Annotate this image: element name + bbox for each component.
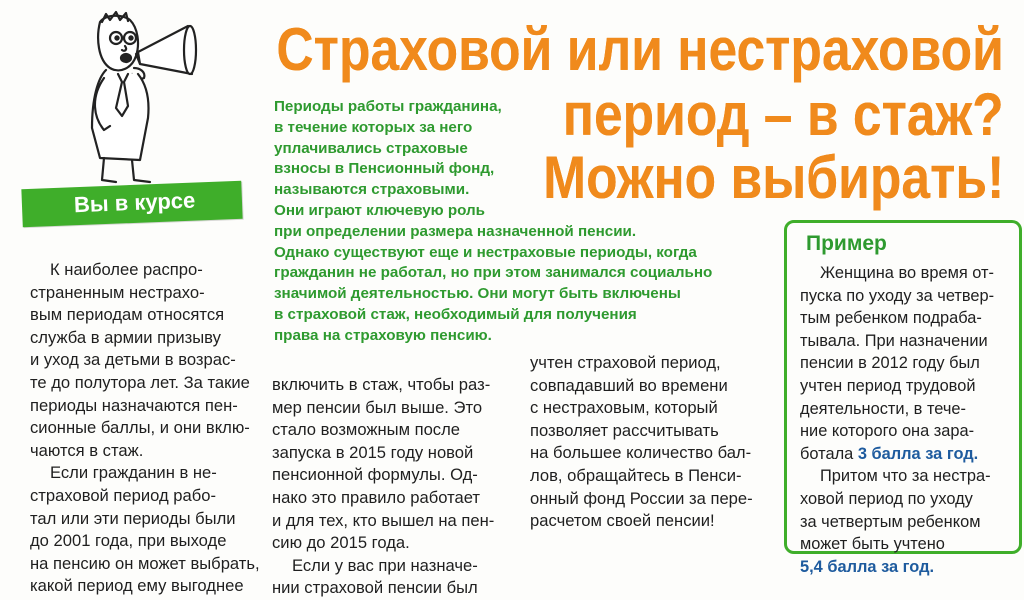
intro-line: гражданин не работал, но при этом занимался социально <box>274 264 713 282</box>
text-line: страненным нестрахо- <box>30 282 205 302</box>
text-line: на большее количество бал- <box>530 443 752 463</box>
text-line: периоды назначаются пен- <box>30 395 238 415</box>
text-line: стало возможным после <box>272 420 461 440</box>
text-line: мер пенсии был выше. Это <box>272 397 483 417</box>
text-line: может быть учтено <box>800 535 945 554</box>
example-body <box>800 262 1012 578</box>
text-line: Если у вас при назначе- <box>292 555 478 575</box>
highlight-points: 5,4 балла за год. <box>800 557 935 576</box>
man-with-megaphone-icon <box>70 8 220 188</box>
text-line: и уход за детьми в возрас- <box>30 350 236 370</box>
text-line: Притом что за нестра- <box>820 467 991 486</box>
text-line: совпадавший во времени <box>530 375 728 395</box>
intro-line: в страховой стаж, необходимый для получения <box>274 305 637 323</box>
intro-line: Они играют ключевую роль <box>274 201 486 219</box>
text-fragment: ботала <box>800 444 858 463</box>
example-title: Пример <box>806 232 887 255</box>
text-line: до 2001 года, при выходе <box>30 531 227 551</box>
article-column-3 <box>530 352 758 533</box>
intro-line: называются страховыми. <box>274 181 470 199</box>
text-line: вым периодам относятся <box>30 305 225 325</box>
text-line: пенсионной формулы. Од- <box>272 465 478 485</box>
text-line: чаются в стаж. <box>30 440 144 460</box>
text-line: запуска в 2015 году новой <box>272 442 474 462</box>
section-badge <box>21 181 242 227</box>
text-line: страховой период рабо- <box>30 485 217 505</box>
text-line: учтен страховой период, <box>530 353 721 372</box>
intro-line: в течение которых за него <box>274 118 473 136</box>
article-column-1 <box>30 259 260 598</box>
intro-line: Однако существуют еще и нестраховые периоды, когда <box>274 243 697 261</box>
badge-label: Вы в курсе <box>73 187 196 218</box>
intro-line: уплачивались страховые <box>274 139 468 157</box>
text-line: лов, обращайтесь в Пенси- <box>530 465 742 485</box>
intro-line: при определении размера назначенной пенсии. <box>274 222 637 240</box>
text-line: расчетом своей пенсии! <box>530 511 715 531</box>
text-line: на пенсию он может выбрать, <box>30 553 260 573</box>
text-line: сионные баллы, и они вклю- <box>30 418 250 438</box>
intro-line: права на страховую пенсию. <box>274 326 492 344</box>
intro-line: Периоды работы гражданина, <box>274 98 502 115</box>
text-line: ние которого она зара- <box>800 422 975 441</box>
text-line: тал или эти периоды были <box>30 508 236 528</box>
article-column-2 <box>272 374 502 600</box>
text-line: ховой период по уходу <box>800 489 973 508</box>
headline-line-3: Можно выбирать! <box>542 144 1004 211</box>
text-line: учтен период трудовой <box>800 376 976 395</box>
text-line: тым ребенком подраба- <box>800 309 982 328</box>
text-line <box>800 443 1012 466</box>
highlight-points: 3 балла за год. <box>857 444 979 463</box>
intro-text <box>274 97 794 347</box>
text-line: тывала. При назначении <box>800 331 988 350</box>
text-line: какой период ему выгоднее <box>30 576 244 596</box>
text-line: за четвертым ребенком <box>800 512 981 531</box>
text-line: пуска по уходу за четвер- <box>800 286 995 305</box>
text-line: с нестраховым, который <box>530 398 718 418</box>
text-line: Если гражданин в не- <box>50 463 217 483</box>
text-line: позволяет рассчитывать <box>530 420 719 440</box>
intro-line: значимой деятельностью. Они могут быть включены <box>274 285 681 303</box>
text-line: пенсии в 2012 году был <box>800 354 980 373</box>
text-line: Женщина во время от- <box>820 264 995 282</box>
headline-line-2: период – в стаж? <box>563 81 1004 148</box>
text-line: служба в армии призыву <box>30 327 221 347</box>
text-line: те до полутора лет. За такие <box>30 372 250 392</box>
text-line: нии страховой пенсии был <box>272 578 478 598</box>
text-line: К наиболее распро- <box>50 260 203 279</box>
text-line: и для тех, кто вышел на пен- <box>272 510 495 530</box>
text-line: сию до 2015 года. <box>272 533 410 553</box>
intro-line: взносы в Пенсионный фонд, <box>274 160 495 178</box>
text-line: деятельности, в тече- <box>800 399 966 418</box>
text-line: включить в стаж, чтобы раз- <box>272 375 491 394</box>
text-line: нако это правило работает <box>272 487 481 507</box>
headline-line-1: Страховой или нестраховой <box>276 16 1004 83</box>
text-line: онный фонд России за пере- <box>530 488 753 508</box>
